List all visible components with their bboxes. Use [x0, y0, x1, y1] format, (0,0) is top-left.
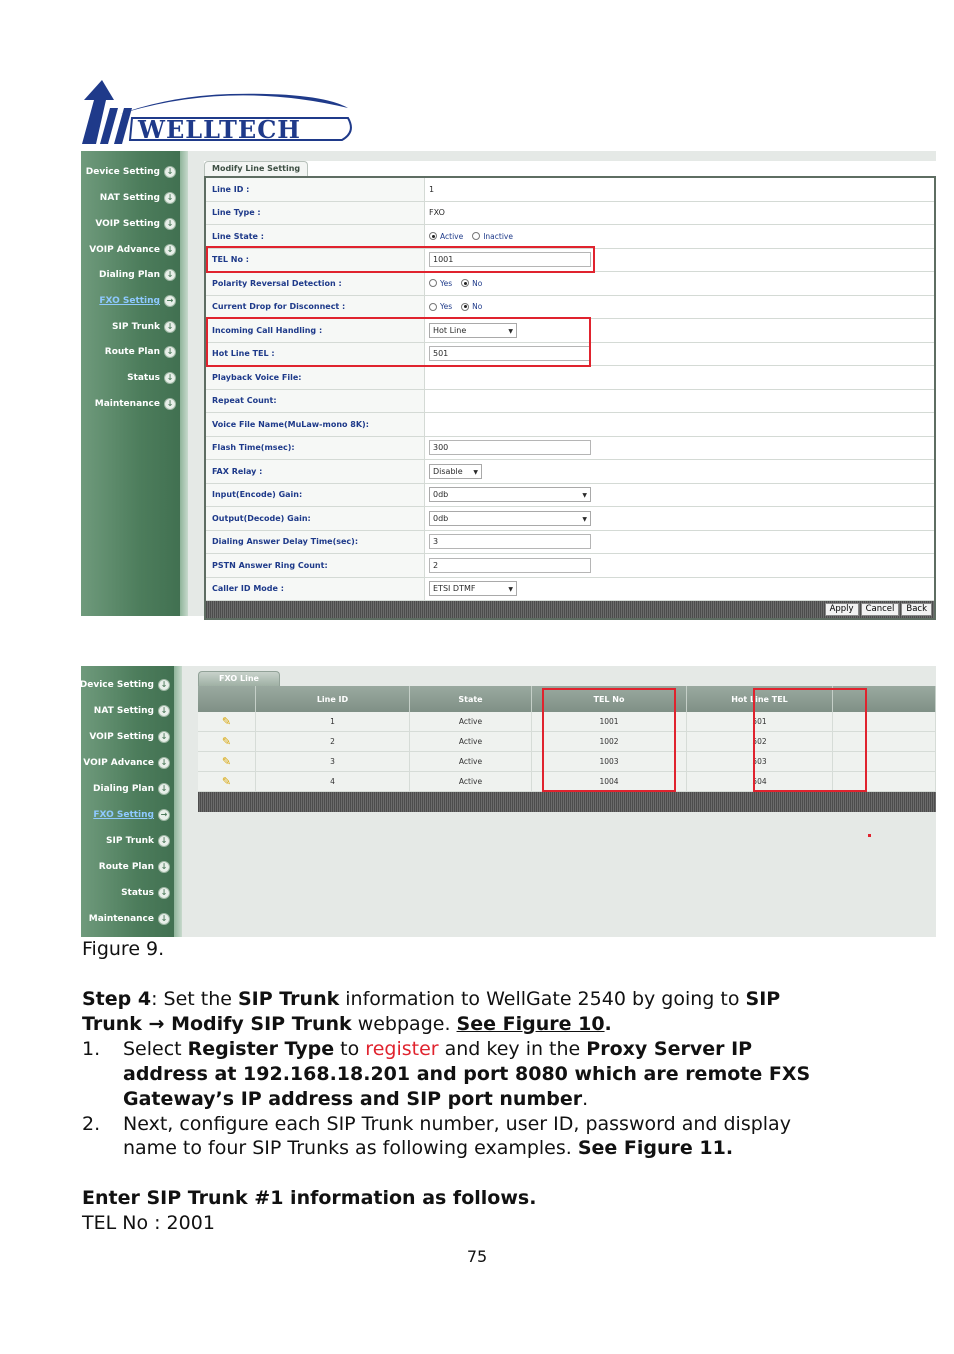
sidebar-item-route-plan[interactable] — [99, 861, 170, 873]
radio-label: Active — [440, 231, 464, 241]
sidebar-item-label: Status — [121, 888, 154, 898]
figure-modify-line-setting — [81, 151, 936, 616]
cell-line-id: 1 — [256, 712, 410, 731]
field-label: Dialing Answer Delay Time(sec): — [206, 531, 425, 554]
arrow-down-circle-icon: ↓ — [158, 705, 170, 717]
cancel-button[interactable]: Cancel — [861, 603, 900, 616]
sidebar-item-fxo-setting[interactable] — [93, 809, 170, 821]
arrow-down-circle-icon: ↓ — [158, 835, 170, 847]
arrow-right-circle-icon: → — [164, 295, 176, 307]
cell-hot-line-tel: 502 — [687, 732, 833, 751]
arrow-down-circle-icon: ↓ — [164, 346, 176, 358]
radio-yes[interactable] — [429, 303, 437, 311]
sidebar-item-label: VOIP Advance — [89, 245, 160, 255]
field-readonly-value: 1 — [429, 184, 435, 194]
arrow-right-circle-icon: → — [158, 809, 170, 821]
field-label: Repeat Count: — [206, 390, 425, 413]
cell-tel-no: 1004 — [532, 772, 687, 791]
sidebar-item-voip-advance[interactable] — [89, 244, 176, 256]
enter-sip-trunk-heading — [82, 1186, 536, 1211]
sidebar-item-status[interactable] — [127, 372, 176, 384]
field-value-cell — [425, 413, 934, 436]
sidebar-item-maintenance[interactable] — [89, 913, 170, 925]
form-toolbar — [206, 601, 934, 618]
proxy-server-ip-label: Proxy Server IP — [586, 1038, 753, 1060]
form-row-fax-relay — [206, 460, 934, 484]
step-sip: SIP — [745, 988, 781, 1010]
tab-modify-line-setting[interactable]: Modify Line Setting — [204, 161, 308, 176]
edit-column-header — [198, 686, 256, 712]
back-button[interactable]: Back — [901, 603, 932, 616]
sidebar-item-maintenance[interactable] — [95, 398, 176, 410]
sidebar-item-sip-trunk[interactable] — [106, 835, 170, 847]
list-item-1-line-2 — [123, 1062, 810, 1087]
list-number-1: 1. — [82, 1038, 101, 1060]
arrow-down-circle-icon: ↓ — [158, 757, 170, 769]
radio-no[interactable] — [461, 303, 469, 311]
table-footer — [198, 792, 936, 812]
cell-hot-line-tel: 501 — [687, 712, 833, 731]
radio-active[interactable] — [429, 232, 437, 240]
radio-label: Inactive — [483, 231, 513, 241]
figure-fxo-line-list — [81, 666, 936, 937]
edit-pencil-icon[interactable]: ✎ — [221, 735, 232, 748]
field-label: Caller ID Mode : — [206, 578, 425, 601]
welltech-logo — [80, 78, 360, 146]
arrow-down-circle-icon: ↓ — [158, 913, 170, 925]
sidebar-nav — [81, 666, 182, 937]
cell-hot-line-tel: 503 — [687, 752, 833, 771]
tel-no-line: TEL No : 2001 — [82, 1212, 215, 1234]
item-text: Select — [123, 1038, 188, 1060]
field-label: Incoming Call Handling : — [206, 319, 425, 342]
radio-label: Yes — [440, 302, 453, 312]
sidebar-item-label: Device Setting — [85, 167, 160, 177]
cell-tel-no: 1001 — [532, 712, 687, 731]
list-item-2-line-2 — [123, 1136, 733, 1161]
highlight-hot-line-column — [753, 688, 867, 792]
proxy-address-text: address at 192.168.18.201 and port 8080 which are remote FXS — [123, 1063, 811, 1085]
arrow-down-circle-icon: ↓ — [164, 244, 176, 256]
welltech-logo-graphic — [80, 78, 360, 146]
fxo-line-panel — [198, 671, 936, 937]
field-value-cell — [425, 366, 934, 389]
form-row-line-state — [206, 225, 934, 249]
radio-no[interactable] — [461, 279, 469, 287]
field-label: Voice File Name(MuLaw-mono 8K): — [206, 413, 425, 436]
cell-line-id: 3 — [256, 752, 410, 771]
cell-line-id: 4 — [256, 772, 410, 791]
edit-cell — [198, 712, 256, 731]
sidebar-item-label: VOIP Advance — [83, 758, 154, 768]
item-text: name to four SIP Trunks as following examples. — [123, 1137, 578, 1159]
radio-label: No — [472, 302, 483, 312]
form-row-current-drop-for-disconnect — [206, 296, 934, 320]
dialing-answer-delay-time-sec-input[interactable]: 3 — [429, 534, 591, 549]
form-row-repeat-count — [206, 390, 934, 414]
arrow-down-circle-icon: ↓ — [158, 861, 170, 873]
see-figure-11-text: See Figure 11. — [577, 1137, 734, 1159]
register-type-label: Register Type — [187, 1038, 335, 1060]
arrow-down-circle-icon: ↓ — [164, 372, 176, 384]
field-label: Polarity Reversal Detection : — [206, 272, 425, 295]
sidebar-item-device-setting[interactable] — [86, 166, 176, 178]
step-label: Step 4 — [82, 988, 152, 1010]
gateway-address-text: Gateway’s IP address and SIP port number — [123, 1088, 583, 1110]
form-row-polarity-reversal-detection — [206, 272, 934, 296]
step-text: webpage. — [351, 1013, 457, 1035]
field-value-cell — [425, 202, 934, 225]
sidebar-item-sip-trunk[interactable] — [112, 321, 176, 333]
sidebar-item-fxo-setting[interactable] — [99, 295, 176, 307]
sidebar-item-label: Device Setting — [79, 680, 154, 690]
edit-pencil-icon[interactable]: ✎ — [221, 715, 232, 728]
sidebar-item-label: Maintenance — [88, 914, 154, 924]
sidebar-item-nat-setting[interactable] — [100, 192, 176, 204]
sidebar-item-label: NAT Setting — [93, 706, 154, 716]
arrow-down-circle-icon: ↓ — [158, 783, 170, 795]
sidebar-item-label: Dialing Plan — [99, 270, 160, 280]
item-text: to — [334, 1038, 366, 1060]
pstn-answer-ring-count-input[interactable]: 2 — [429, 558, 591, 573]
cell-state: Active — [410, 712, 532, 731]
tab-fxo-line[interactable]: FXO Line — [198, 671, 280, 686]
sidebar-item-dialing-plan[interactable] — [99, 269, 176, 281]
cell-state: Active — [410, 772, 532, 791]
list-number-2: 2. — [82, 1113, 101, 1135]
sidebar-item-voip-advance[interactable] — [83, 757, 170, 769]
field-value-cell — [425, 390, 934, 413]
caller-id-mode-select[interactable]: ETSI DTMF ▼ — [429, 581, 517, 596]
sidebar-divider — [174, 666, 182, 937]
arrow-down-circle-icon: ↓ — [158, 887, 170, 899]
list-item-1-line-1 — [123, 1037, 752, 1062]
register-keyword: register — [365, 1038, 439, 1060]
arrow-right-icon: → — [148, 1013, 165, 1035]
step-trunk: Trunk — [82, 1013, 149, 1035]
hot-line-tel-input[interactable]: 501 — [429, 346, 591, 361]
radio-inactive[interactable] — [472, 232, 480, 240]
cell-tel-no: 1002 — [532, 732, 687, 751]
column-header-state: State — [410, 686, 532, 712]
sidebar-item-label: VOIP Setting — [95, 219, 160, 229]
field-label: Line State : — [206, 225, 425, 248]
red-mark — [868, 834, 871, 837]
sidebar-item-label: Status — [127, 373, 160, 383]
cell-tel-no: 1003 — [532, 752, 687, 771]
edit-cell — [198, 752, 256, 771]
sidebar-item-label: Maintenance — [94, 399, 160, 409]
heading-text: Enter SIP Trunk #1 information as follows. — [82, 1187, 537, 1209]
sidebar-item-label: Route Plan — [104, 347, 160, 357]
cell-state: Active — [410, 752, 532, 771]
radio-label: No — [472, 278, 483, 288]
field-value-cell — [425, 484, 934, 507]
tel-no-input[interactable]: 1001 — [429, 252, 591, 267]
list-item-2-line-1: Next, configure each SIP Trunk number, user ID, password and display — [123, 1113, 791, 1135]
field-value-cell — [425, 554, 934, 577]
sidebar-item-voip-setting[interactable] — [89, 731, 170, 743]
column-header-hot-line-tel: Hot Line TEL — [687, 686, 833, 712]
highlight-tel-no-column — [542, 688, 676, 792]
radio-yes[interactable] — [429, 279, 437, 287]
step-text: information to WellGate 2540 by going to — [339, 988, 746, 1010]
step-modify-sip-trunk: Modify SIP Trunk — [164, 1013, 352, 1035]
fax-relay-select[interactable]: Disable ▼ — [429, 464, 482, 479]
column-header-line-id: Line ID — [256, 686, 410, 712]
item-dot: . — [582, 1088, 589, 1110]
sidebar-item-nat-setting[interactable] — [94, 705, 170, 717]
page-number: 75 — [466, 1247, 488, 1266]
field-label: Hot Line TEL : — [206, 343, 425, 366]
sidebar-item-label: SIP Trunk — [106, 836, 154, 846]
field-value-cell — [425, 531, 934, 554]
cell-hot-line-tel: 504 — [687, 772, 833, 791]
field-readonly-value: FXO — [429, 208, 445, 218]
field-label: Playback Voice File: — [206, 366, 425, 389]
output-decode-gain-select[interactable]: 0db ▼ — [429, 511, 591, 526]
form-row-dialing-answer-delay-time-sec — [206, 531, 934, 555]
modify-line-panel — [204, 161, 936, 616]
arrow-down-circle-icon: ↓ — [164, 321, 176, 333]
list-item-1-line-3 — [123, 1087, 588, 1112]
field-label: Input(Encode) Gain: — [206, 484, 425, 507]
form-row-line-id — [206, 178, 934, 202]
form-row-flash-time-msec — [206, 437, 934, 461]
sidebar-item-label: SIP Trunk — [112, 322, 160, 332]
incoming-call-handling-select[interactable]: Hot Line ▼ — [429, 323, 517, 338]
edit-pencil-icon[interactable]: ✎ — [221, 755, 232, 768]
radio-label: Yes — [440, 278, 453, 288]
field-label: TEL No : — [206, 249, 425, 272]
field-label: PSTN Answer Ring Count: — [206, 554, 425, 577]
sidebar-item-label: Dialing Plan — [93, 784, 154, 794]
sidebar-item-dialing-plan[interactable] — [93, 783, 170, 795]
edit-cell — [198, 732, 256, 751]
field-label: FAX Relay : — [206, 460, 425, 483]
sidebar-nav — [81, 151, 188, 616]
sidebar-item-voip-setting[interactable] — [95, 218, 176, 230]
sidebar-divider — [180, 151, 188, 616]
arrow-down-circle-icon: ↓ — [164, 192, 176, 204]
arrow-down-circle-icon: ↓ — [158, 731, 170, 743]
form-row-pstn-answer-ring-count — [206, 554, 934, 578]
sidebar-item-label: NAT Setting — [99, 193, 160, 203]
highlight-hot-line — [206, 317, 591, 367]
field-label: Line ID : — [206, 178, 425, 201]
sidebar-item-label: FXO Setting — [99, 296, 160, 306]
sidebar-item-route-plan[interactable] — [105, 346, 176, 358]
step-dot: . — [604, 1013, 612, 1035]
arrow-down-circle-icon: ↓ — [164, 218, 176, 230]
line-settings-form — [204, 176, 936, 620]
step-sip-trunk: SIP Trunk — [238, 988, 340, 1010]
sidebar-item-device-setting[interactable] — [80, 679, 170, 691]
form-row-voice-file-name-mulaw-mono-8k — [206, 413, 934, 437]
field-value-cell — [425, 272, 934, 295]
cell-state: Active — [410, 732, 532, 751]
see-figure-10-link[interactable]: See Figure 10 — [456, 1013, 605, 1035]
edit-pencil-icon[interactable]: ✎ — [221, 775, 232, 788]
field-value-cell — [425, 296, 934, 319]
form-row-playback-voice-file — [206, 366, 934, 390]
step-text: : Set the — [151, 988, 238, 1010]
column-header-tel-no: TEL No — [532, 686, 687, 712]
field-label: Flash Time(msec): — [206, 437, 425, 460]
edit-cell — [198, 772, 256, 791]
field-value-cell — [425, 460, 934, 483]
highlight-tel-no — [206, 246, 595, 273]
step-4-line-1 — [82, 987, 780, 1012]
cell-line-id: 2 — [256, 732, 410, 751]
apply-button[interactable]: Apply — [825, 603, 859, 616]
svg-text:WELLTECH: WELLTECH — [138, 115, 301, 144]
figure-caption: Figure 9. — [82, 938, 165, 960]
field-label: Output(Decode) Gain: — [206, 507, 425, 530]
sidebar-item-status[interactable] — [121, 887, 170, 899]
sidebar-item-label: FXO Setting — [93, 810, 154, 820]
form-row-caller-id-mode — [206, 578, 934, 602]
field-label: Line Type : — [206, 202, 425, 225]
field-value-cell — [425, 437, 934, 460]
field-label: Current Drop for Disconnect : — [206, 296, 425, 319]
sidebar-item-label: VOIP Setting — [89, 732, 154, 742]
form-row-input-encode-gain — [206, 484, 934, 508]
form-row-line-type — [206, 202, 934, 226]
step-4-line-2 — [82, 1012, 612, 1037]
arrow-down-circle-icon: ↓ — [164, 398, 176, 410]
field-value-cell — [425, 225, 934, 248]
sidebar-item-label: Route Plan — [98, 862, 154, 872]
arrow-down-circle-icon: ↓ — [164, 166, 176, 178]
form-row-output-decode-gain — [206, 507, 934, 531]
arrow-down-circle-icon: ↓ — [164, 269, 176, 281]
item-text: and key in the — [438, 1038, 587, 1060]
flash-time-msec-input[interactable]: 300 — [429, 440, 591, 455]
field-value-cell — [425, 178, 934, 201]
field-value-cell — [425, 507, 934, 530]
arrow-down-circle-icon: ↓ — [158, 679, 170, 691]
field-value-cell — [425, 578, 934, 601]
input-encode-gain-select[interactable]: 0db ▼ — [429, 487, 591, 502]
